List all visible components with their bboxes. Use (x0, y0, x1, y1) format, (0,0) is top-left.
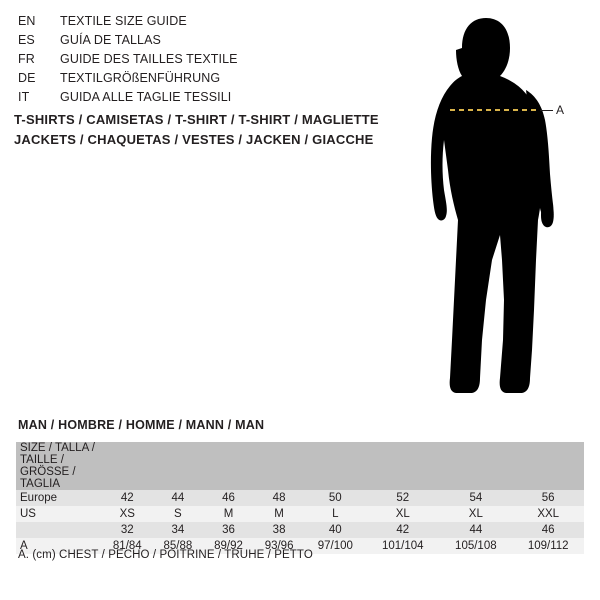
table-cell: XXL (512, 506, 584, 522)
table-cell: M (254, 506, 305, 522)
row-label: A (16, 538, 102, 554)
table-cell: 32 (102, 522, 153, 538)
table-cell: 89/92 (203, 538, 254, 554)
language-text: GUÍA DE TALLAS (60, 33, 161, 47)
table-header-cell (153, 442, 204, 490)
table-cell: 46 (203, 490, 254, 506)
table-cell: 38 (254, 522, 305, 538)
category-tshirts: T-SHIRTS / CAMISETAS / T-SHIRT / T-SHIRT / MAGLIETTE (14, 112, 379, 127)
table-cell: 42 (102, 490, 153, 506)
table-row (16, 522, 584, 538)
language-text: TEXTILE SIZE GUIDE (60, 14, 187, 28)
language-text: TEXTILGRÖßENFÜHRUNG (60, 71, 221, 85)
table-title: MAN / HOMBRE / HOMME / MANN / MAN (18, 418, 265, 432)
table-cell: S (153, 506, 204, 522)
silhouette-icon (400, 10, 600, 410)
table-cell: 81/84 (102, 538, 153, 554)
table-cell: 48 (254, 490, 305, 506)
table-cell: 85/88 (153, 538, 204, 554)
table-header-cell (512, 442, 584, 490)
table-cell: 46 (512, 522, 584, 538)
table-cell: L (304, 506, 366, 522)
table-header-cell (102, 442, 153, 490)
table-cell: XS (102, 506, 153, 522)
table-cell: 101/104 (366, 538, 439, 554)
category-jackets: JACKETS / CHAQUETAS / VESTES / JACKEN / GIACCHE (14, 132, 374, 147)
table-cell: 34 (153, 522, 204, 538)
table-header-cell (366, 442, 439, 490)
table-header-cell (439, 442, 512, 490)
table-cell: 109/112 (512, 538, 584, 554)
table-header-cell (304, 442, 366, 490)
row-label: Europe (16, 490, 102, 506)
table-cell: 54 (439, 490, 512, 506)
language-row (18, 33, 398, 52)
table-header-cell (254, 442, 305, 490)
table-cell: 42 (366, 522, 439, 538)
language-text: GUIDE DES TAILLES TEXTILE (60, 52, 238, 66)
language-code: EN (18, 14, 36, 28)
language-row (18, 14, 398, 33)
table-cell: 50 (304, 490, 366, 506)
table-row (16, 506, 584, 522)
table-cell: XL (439, 506, 512, 522)
table-header-label: SIZE / TALLA / TAILLE / GRÖSSE / TAGLIA (16, 442, 102, 490)
row-label: US (16, 506, 102, 522)
table-cell: 40 (304, 522, 366, 538)
language-code: FR (18, 52, 35, 66)
size-table (16, 442, 584, 554)
table-cell: 52 (366, 490, 439, 506)
footnote: A. (cm) CHEST / PECHO / POITRINE / TRUHE / PETTO (18, 549, 313, 561)
category-list (14, 110, 414, 150)
table-cell: 93/96 (254, 538, 305, 554)
male-silhouette-figure (400, 10, 600, 410)
table-cell: M (203, 506, 254, 522)
table-cell: 97/100 (304, 538, 366, 554)
language-code: ES (18, 33, 35, 47)
measure-label-a: A (556, 103, 565, 117)
table-header-cell (203, 442, 254, 490)
table-cell: 105/108 (439, 538, 512, 554)
table-cell: 44 (439, 522, 512, 538)
measure-leader-dash (540, 110, 553, 111)
table-row (16, 490, 584, 506)
language-list (18, 14, 398, 109)
language-row (18, 52, 398, 71)
table-cell: 56 (512, 490, 584, 506)
table-cell: XL (366, 506, 439, 522)
language-code: DE (18, 71, 36, 85)
language-row (18, 90, 398, 109)
language-row (18, 71, 398, 90)
table-header-row (16, 442, 584, 490)
table-cell: 44 (153, 490, 204, 506)
language-code: IT (18, 90, 30, 104)
row-label (16, 522, 102, 538)
language-text: GUIDA ALLE TAGLIE TESSILI (60, 90, 232, 104)
table-cell: 36 (203, 522, 254, 538)
